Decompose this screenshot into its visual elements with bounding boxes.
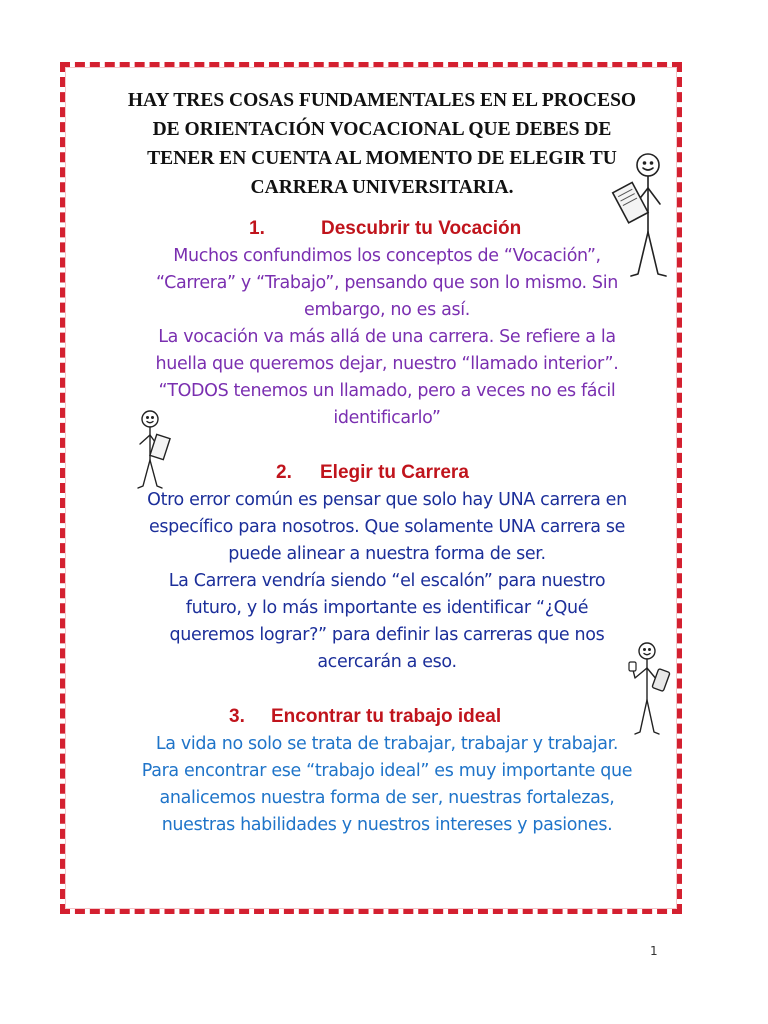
section-2-line: futuro, y lo más importante es identificar “¿Qué [185, 598, 589, 618]
stick-figure-with-board-icon [126, 408, 172, 492]
section-3-body [92, 731, 682, 839]
section-1-line: “TODOS tenemos un llamado, pero a veces no es fácil [158, 381, 616, 401]
section-3-line: La vida no solo se trata de trabajar, trabajar y trabajar. [155, 734, 619, 754]
section-1-line: “Carrera” y “Trabajo”, pensando que son lo mismo. Sin [156, 273, 618, 293]
section-2-line: acercarán a eso. [317, 652, 457, 672]
section-1-heading [249, 216, 521, 242]
section-3-number: 3. [229, 706, 245, 727]
section-1-line: La vocación va más allá de una carrera. Se refiere a la [158, 327, 616, 347]
section-2-line: queremos lograr?” para definir las carreras que nos [169, 625, 605, 645]
stick-figure-with-phone-icon [625, 640, 675, 740]
title-line: CARRERA UNIVERSITARIA. [250, 177, 514, 198]
section-2-heading [276, 460, 469, 486]
section-1-line: identificarlo” [333, 408, 441, 428]
section-1-line: embargo, no es así. [304, 300, 470, 320]
title-line: DE ORIENTACIÓN VOCACIONAL QUE DEBES DE [152, 119, 612, 140]
section-3-line: Para encontrar ese “trabajo ideal” es muy importante que [141, 761, 633, 781]
section-2-number: 2. [276, 462, 292, 483]
section-3-heading [229, 704, 501, 730]
title-line: HAY TRES COSAS FUNDAMENTALES EN EL PROCESO [127, 90, 637, 111]
page-title [92, 86, 672, 202]
section-3-line: analicemos nuestra forma de ser, nuestras fortalezas, [159, 788, 615, 808]
section-1-body [92, 243, 682, 432]
section-2-title: Elegir tu Carrera [320, 462, 469, 483]
section-1-title: Descubrir tu Vocación [321, 218, 522, 239]
stick-figure-with-folder-icon [610, 150, 674, 282]
section-2-line: específico para nosotros. Que solamente UNA carrera se [148, 517, 626, 537]
section-2-line: puede alinear a nuestra forma de ser. [228, 544, 546, 564]
section-2-body [92, 487, 682, 676]
section-2-line: La Carrera vendría siendo “el escalón” para nuestro [168, 571, 606, 591]
section-1-line: Muchos confundimos los conceptos de “Vocación”, [173, 246, 601, 266]
section-3-title: Encontrar tu trabajo ideal [271, 706, 502, 727]
section-3-line: nuestras habilidades y nuestros intereses y pasiones. [161, 815, 613, 835]
section-2-line: Otro error común es pensar que solo hay UNA carrera en [147, 490, 627, 510]
page-number: 1 [650, 944, 658, 958]
section-1-line: huella que queremos dejar, nuestro “llamado interior”. [155, 354, 619, 374]
title-line: TENER EN CUENTA AL MOMENTO DE ELEGIR TU [147, 148, 617, 169]
section-1-number: 1. [249, 218, 265, 239]
